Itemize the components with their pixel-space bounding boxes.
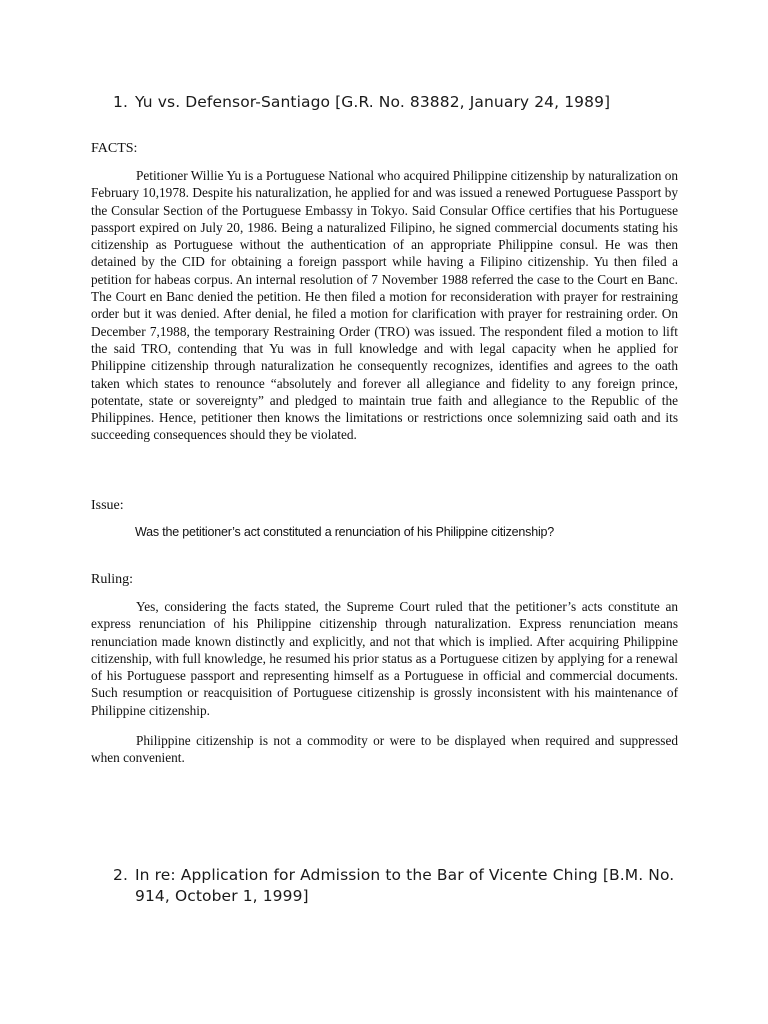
facts-paragraph: Petitioner Willie Yu is a Portuguese National who acquired Philippine citizenship by naturalization on February 10,1978. Despite his naturalization, he applied for and was issued a renewed Portuguese Passport by the Consular Section of the Portuguese Embassy in Tokyo. Said Consular Office certifies that his Portuguese passport expired on July 20, 1986. Being a naturalized Filipino, he signed commercial documents stating his citizenship as Portuguese without the authentication of an appropriate Philippine consul. He was then detained by the CID for obtaining a foreign passport while having a Filipino citizenship. Yu then filed a petition for habeas corpus. An internal resolution of 7 November 1988 referred the case to the Court en Banc. The Court en Banc denied the petition. He then filed a motion for reconsideration with prayer for restraining order but it was denied. After denial, he filed a motion for clarification with prayer for restraining order. On December 7,1988, the temporary Restraining Order (TRO) was issued. The respondent filed a motion to lift the said TRO, contending that Yu was in full knowledge and with legal capacity when he applied for Philippine citizenship through naturalization he consequently recognizes, identifies and agrees to the oath taken which states to renounce “absolutely and forever all allegiance and fidelity to any foreign prince, potentate, state or sovereignty” and pledged to maintain true faith and allegiance to the Republic of the Philippines. Hence, petitioner then knows the limitations or restrictions once solemnizing said oath and its succeeding consequences should they be violated.: [91, 168, 678, 443]
case-2-number: 2.: [113, 866, 128, 884]
issue-question: Was the petitioner’s act constituted a renunciation of his Philippine citizenship?: [135, 525, 555, 539]
issue-label: Issue:: [91, 498, 124, 513]
case-2-title: In re: Application for Admission to the Bar of Vicente Ching [B.M. No. 914, October 1, 1999]: [135, 866, 675, 905]
ruling-label: Ruling:: [91, 572, 134, 587]
ruling-paragraph-2: Philippine citizenship is not a commodity or were to be displayed when required and suppressed when convenient.: [91, 733, 678, 766]
case-1-number: 1.: [113, 93, 128, 111]
ruling-paragraph-1: Yes, considering the facts stated, the Supreme Court ruled that the petitioner’s acts constitute an express renunciation of his Philippine citizenship through naturalization. Express renunciation means renunciation made known distinctly and explicitly, and not that which is implied. After acquiring Philippine citizenship, with full knowledge, he resumed his prior status as a Portuguese citizen by applying for a renewal of his Portuguese passport and representing himself as a Portuguese in official and commercial documents. Such resumption or reacquisition of Portuguese citizenship is grossly inconsistent with his maintenance of Philippine citizenship.: [91, 599, 678, 718]
facts-label: FACTS:: [91, 141, 138, 156]
case-1-title: Yu vs. Defensor-Santiago [G.R. No. 83882, January 24, 1989]: [135, 93, 611, 111]
